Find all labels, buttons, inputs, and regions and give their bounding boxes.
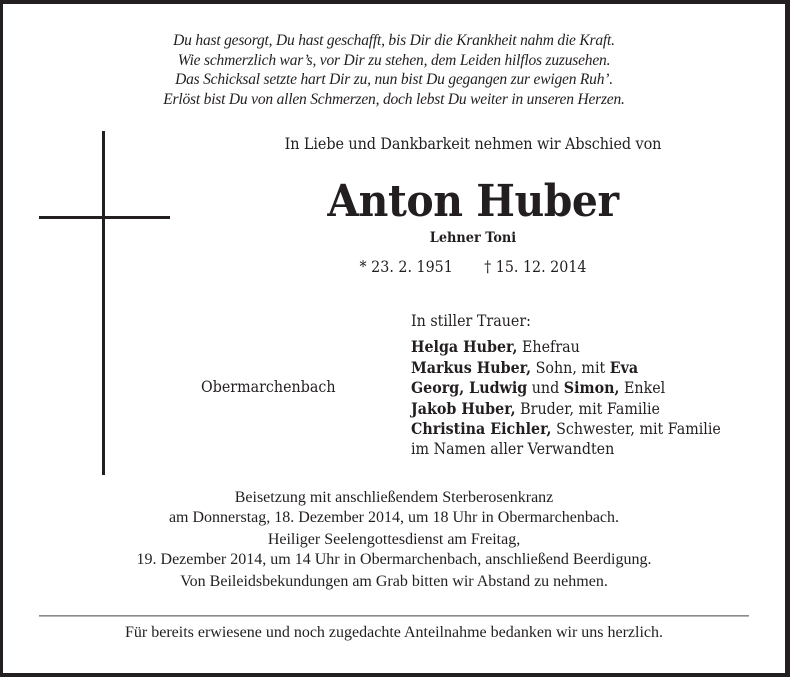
mourners-heading: In stiller Trauer: (411, 312, 531, 330)
divider-line (39, 615, 749, 617)
mourner-entry: Georg, Ludwig und Simon, Enkel (411, 378, 666, 398)
funeral-details (3, 488, 785, 592)
mourners-place: Obermarchenbach (201, 378, 336, 396)
mourners-list (411, 337, 721, 460)
poem-line: Du hast gesorgt, Du hast geschafft, bis Dir die Krankheit nahm die Kraft. (173, 32, 615, 49)
obituary-notice (3, 4, 785, 673)
life-dates (197, 258, 749, 276)
poem-line: Erlöst bist Du von allen Schmerzen, doch lebst Du weiter in unseren Herzen. (163, 90, 625, 108)
cross-horizontal-bar (39, 216, 170, 219)
poem-line: Wie schmerzlich war’s, vor Dir zu stehen, dem Leiden hilflos zuzusehen. (177, 51, 611, 69)
mourner-entry: Markus Huber, Sohn, mit Eva (411, 357, 639, 377)
mourner-entry: im Namen aller Verwandten (411, 439, 615, 458)
memorial-poem (3, 31, 785, 109)
burial-info: Beisetzung mit anschließendem Sterberosenkranz am Donnerstag, 18. Dezember 2014, um 18 Uhr in Obermarchenbach. (168, 489, 620, 526)
birth-date: * 23. 2. 1951 (359, 258, 453, 276)
mourner-entry: Jakob Huber, Bruder, mit Familie (411, 398, 660, 418)
mass-info: Heiliger Seelengottesdienst am Freitag, 19. Dezember 2014, um 14 Uhr in Obermarchenbach, anschließend Beerdigung. (136, 531, 652, 568)
death-date: † 15. 12. 2014 (484, 258, 587, 276)
deceased-nickname: Lehner Toni (429, 230, 517, 246)
farewell-intro: In Liebe und Dankbarkeit nehmen wir Abschied von (284, 135, 662, 153)
thanks-note: Für bereits erwiesene und noch zugedachte Anteilnahme bedanken wir uns herzlich. (124, 624, 664, 641)
mourner-entry: Christina Eichler, Schwester, mit Familie (411, 419, 721, 439)
condolence-note: Von Beileidsbekundungen am Grab bitten wir Abstand zu nehmen. (180, 573, 608, 590)
deceased-name: Anton Huber (327, 176, 619, 227)
poem-line: Das Schicksal setzte hart Dir zu, nun bist Du gegangen zur ewigen Ruh’. (175, 71, 613, 89)
mourner-entry: Helga Huber, Ehefrau (411, 337, 580, 356)
cross-vertical-bar (102, 131, 105, 475)
